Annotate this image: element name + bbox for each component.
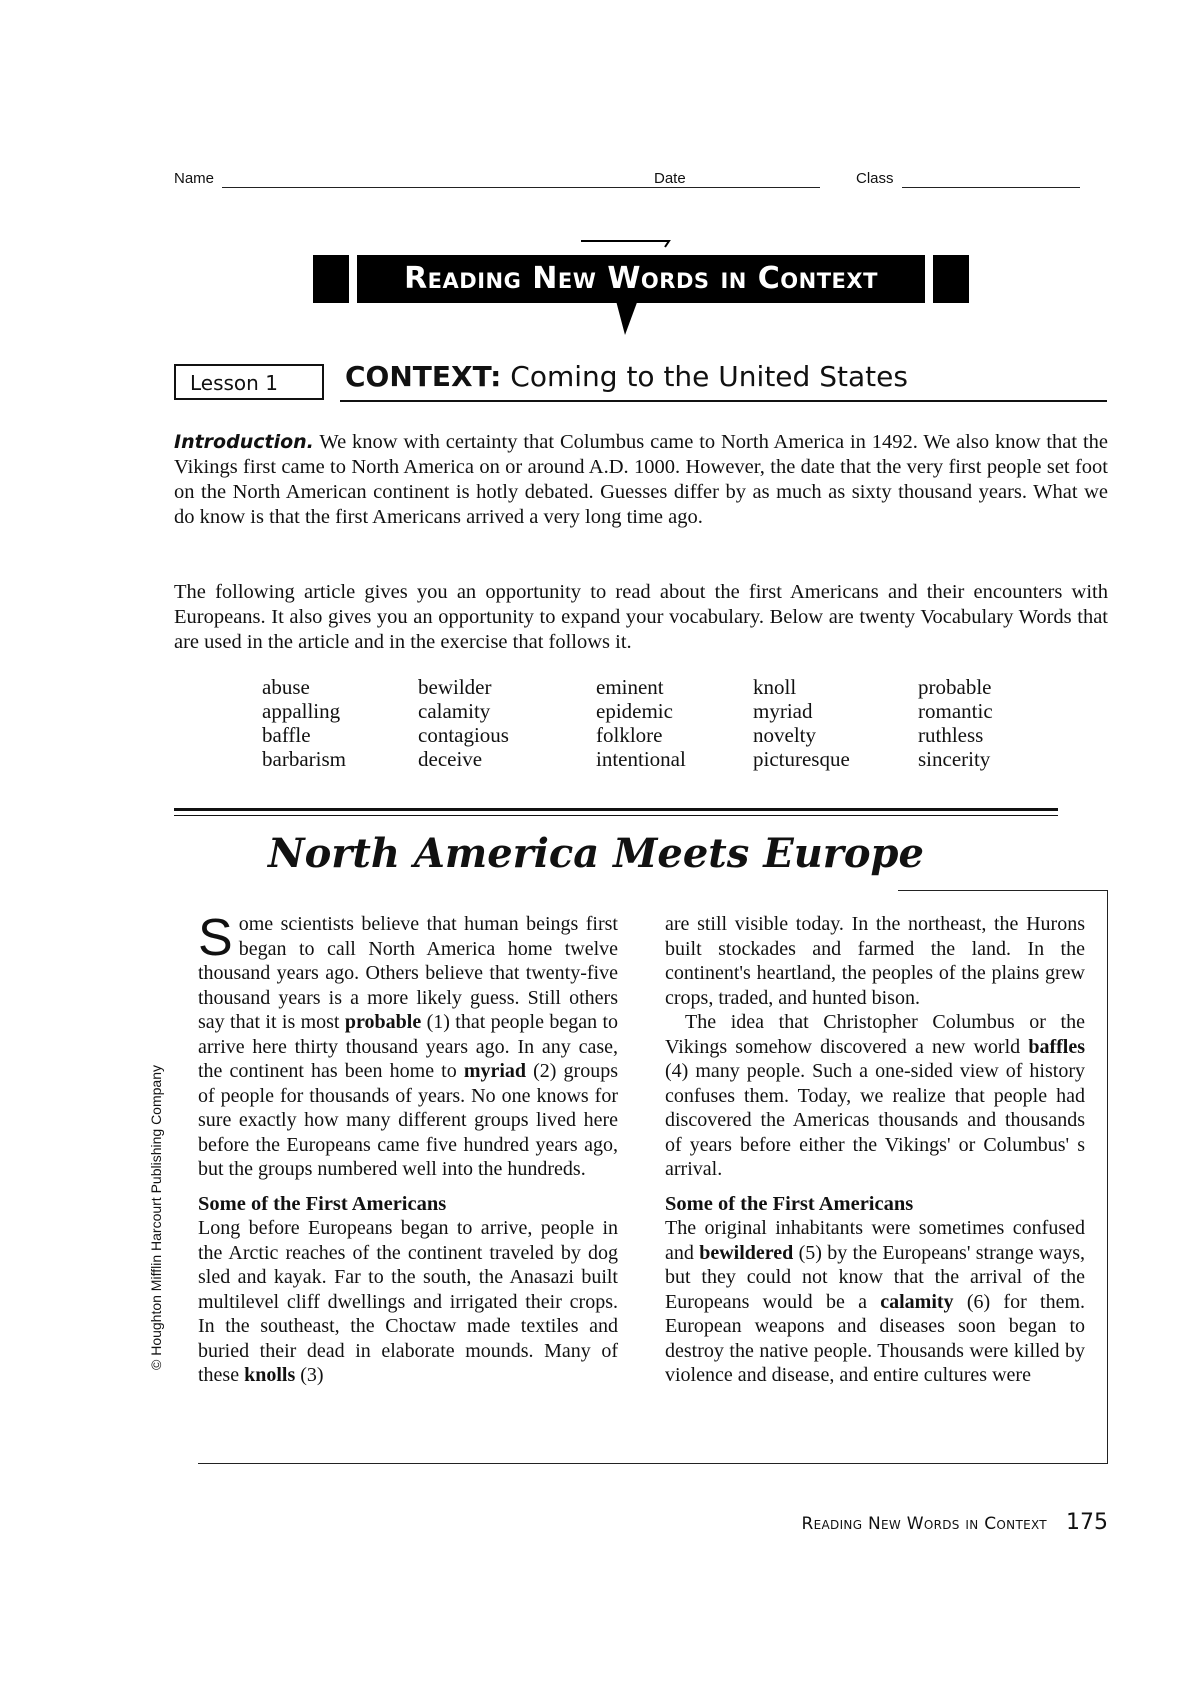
vocab-highlight: calamity <box>880 1290 954 1313</box>
context-label: CONTEXT: <box>345 360 502 393</box>
vocab-highlight: bewildered <box>699 1241 794 1264</box>
introduction-text: We know with certainty that Columbus came to North America in 1492. We also know that the Vikings first came to North America on or around A.D. 1000. However, the date that the very first people set foot on the North American continent is hotly debated. Guesses differ by as much as sixty thousand years. What we do know is that the first Americans arrived a very long time ago. <box>174 431 1108 528</box>
vocab-word: bewilder <box>418 675 492 699</box>
class-field[interactable] <box>902 187 1080 188</box>
article-subheading: Some of the First Americans <box>198 1192 447 1215</box>
article-left-column <box>198 909 619 1388</box>
vocab-word: deceive <box>418 747 483 771</box>
banner-title: Reading New Words in Context <box>404 261 878 296</box>
vocab-word: abuse <box>262 675 310 699</box>
lesson-label: Lesson 1 <box>190 371 278 395</box>
article-rule <box>174 808 1058 811</box>
article-right-column <box>665 912 1085 1388</box>
introduction-label: Introduction. <box>174 431 314 453</box>
drop-cap: S <box>198 909 233 967</box>
overview-paragraph: The following article gives you an opportunity to read about the first Americans and their encounters with Europeans. It also gives you an opportunity to expand your vocabulary. Below are twenty Vocabulary Words that are used in the article and in the exercise that follows it. <box>174 581 1108 653</box>
vocab-highlight: myriad <box>463 1060 527 1082</box>
vocab-word: knoll <box>753 675 797 699</box>
date-label: Date <box>654 170 686 187</box>
header-row <box>174 170 1080 192</box>
class-label: Class <box>856 170 894 187</box>
footer-title: Reading New Words in Context <box>801 1514 1047 1534</box>
vocab-word: sincerity <box>918 747 991 771</box>
vocab-column <box>596 675 686 771</box>
page-footer <box>802 1510 1108 1535</box>
copyright-notice: © Houghton Mifflin Harcourt Publishing Company <box>148 1065 164 1370</box>
vocab-column <box>918 675 993 771</box>
vocab-word: calamity <box>418 699 491 723</box>
vocab-word: folklore <box>596 723 663 747</box>
vocab-column <box>753 675 850 771</box>
lesson-rule <box>340 400 1107 402</box>
lesson-badge <box>174 364 324 400</box>
context-title: Coming to the United States <box>510 360 908 393</box>
vocab-word: picturesque <box>753 747 850 771</box>
article-text: (5) by the Europeans' strange ways, but they could not know that the arrival of the Europeans would be a <box>665 1241 1085 1313</box>
article-subheading: Some of the First Americans <box>665 1192 914 1215</box>
name-label: Name <box>174 170 215 187</box>
introduction-paragraph <box>174 430 1108 530</box>
article-text: Long before Europeans began to arrive, people in the Arctic reaches of the continent traveled by dog sled and kayak. Far to the south, the Anasazi built multilevel cliff dwellings and irrigated their crops. In the southeast, the Choctaw made textiles and buried their dead in elaborate mounds. Many of these <box>198 1217 618 1386</box>
page-number: 175 <box>1066 1510 1108 1535</box>
article-text: (3) <box>295 1364 324 1386</box>
vocab-word: contagious <box>418 723 509 747</box>
vocab-word: appalling <box>262 699 341 723</box>
vocab-word: baffle <box>262 723 311 747</box>
vocab-column <box>262 675 346 771</box>
article-text: ome scientists believe that human beings first began to call North America home twelve thousand years ago. Others believe that twenty-five thousand years is a more likely guess. Still others say that it is most <box>198 913 618 1033</box>
article-text: (2) groups of people for thousands of years. No one knows for sure exactly how many different groups lived here before the Europeans came five hundred years ago, but the groups numbered well into the hundreds. <box>198 1060 618 1180</box>
date-field[interactable] <box>696 187 820 188</box>
article-frame-gap <box>198 888 898 892</box>
vocab-word: ruthless <box>918 723 984 747</box>
vocab-word: barbarism <box>262 747 346 771</box>
vocab-word: probable <box>918 675 992 699</box>
vocab-word: romantic <box>918 699 993 723</box>
vocab-word: novelty <box>753 723 816 747</box>
vocab-word: intentional <box>596 747 686 771</box>
vocab-word: eminent <box>596 675 664 699</box>
vocab-highlight: probable <box>344 1011 422 1033</box>
article-text: The idea that Christopher Columbus or the Vikings somehow discovered a new world <box>665 1011 1085 1058</box>
vocab-column <box>418 675 509 771</box>
lesson-title <box>345 360 908 393</box>
article-text: are still visible today. In the northeast, the Hurons built stockades and farmed the land. In the continent's heartland, the peoples of the plains grew crops, traded, and hunted bison. <box>665 913 1085 1009</box>
vocab-highlight: baffles <box>1028 1035 1085 1058</box>
article-text: (6) for them. European weapons and diseases soon began to destroy the native people. Thousands were killed by violence and disease, and entire cultures were <box>665 1290 1085 1386</box>
vocab-word: epidemic <box>596 699 673 723</box>
article-rule-thin <box>174 815 1058 816</box>
article-text: (1) that people began to arrive here thirty thousand years ago. In any case, the continent has been home to <box>198 1011 619 1082</box>
article-title: North America Meets Europe <box>268 830 924 877</box>
article-text: The original inhabitants were sometimes confused and <box>665 1217 1085 1264</box>
section-banner <box>313 255 969 303</box>
vocab-word: myriad <box>753 699 813 723</box>
article-text: (4) many people. Such a one-sided view of history confuses them. Today, we realize that people had discovered the Americas thousands and thousands of years before either the Vikings' or Columbus' s arrival. <box>665 1060 1085 1180</box>
vocab-highlight: knolls <box>244 1364 296 1386</box>
